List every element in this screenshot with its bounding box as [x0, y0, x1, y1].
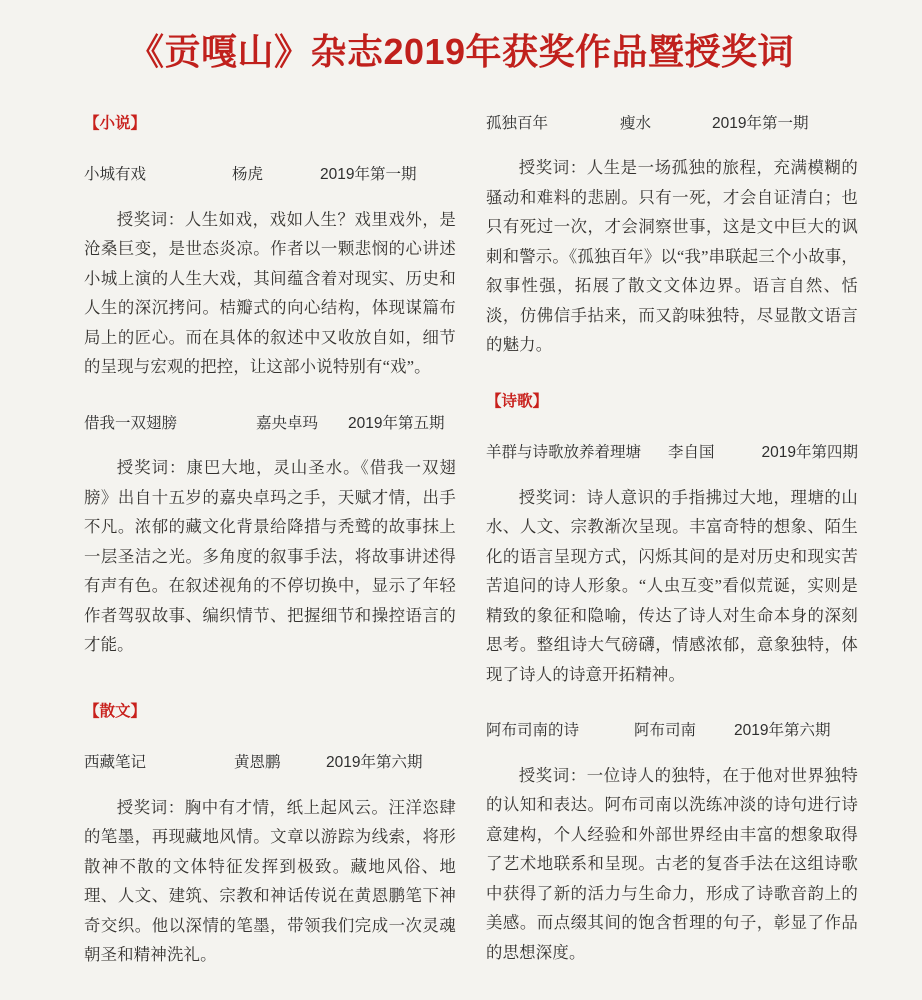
entry-heading-gudubainian — [486, 116, 858, 132]
section-label-poetry: 【诗歌】 — [486, 392, 549, 410]
entry-work-title: 西藏笔记 — [84, 754, 147, 772]
entry-issue: 2019年第一期 — [712, 114, 809, 132]
entry-issue: 2019年第四期 — [761, 444, 858, 462]
entry-work-title: 借我一双翅膀 — [84, 414, 178, 432]
entry-citation-xizangbiji: 授奖词：胸中有才情，纸上起风云。汪洋恣肆的笔墨，再现藏地风情。文章以游踪为线索，将形散神不散的文体特征发挥到极致。藏地风俗、地理、人文、建筑、宗教和神话传说在黄恩鹏笔下神奇交织。他以深情的笔墨，带领我们完成一次灵魂朝圣和精神洗礼。 — [84, 797, 456, 965]
entry-citation-gudubainian: 授奖词：人生是一场孤独的旅程，充满模糊的骚动和难料的悲剧。只有一死，才会自证清白；也只有死过一次，才会洞察世事，这是文中巨大的讽刺和警示。《孤独百年》以“我”串联起三个小故事，叙事性强，拓展了散文文体边界。语言自然、恬淡，仿佛信手拈来，而又韵味独特，尽显散文语言的魅力。 — [486, 158, 858, 355]
entry-heading-yangqunyushige — [486, 445, 858, 461]
two-column-body — [0, 116, 922, 1000]
entry-citation-jiewoyishuangchibang: 授奖词：康巴大地，灵山圣水。《借我一双翅膀》出自十五岁的嘉央卓玛之手，天赋才情，出手不凡。浓郁的藏文化背景给降措与秃鹫的故事抹上一层圣洁之光。多角度的叙事手法，将故事讲述得有声有色。在叙述视角的不停切换中，显示了年轻作者驾驭故事、编织情节、把握细节和操控语言的才能。 — [84, 458, 456, 655]
page-title: 《贡嘎山》杂志2019年获奖作品暨授奖词 — [127, 31, 795, 72]
entry-heading-xiaochengyouxi — [84, 167, 456, 183]
entry-issue: 2019年第一期 — [320, 166, 417, 184]
entry-author: 黄恩鹏 — [234, 754, 281, 772]
entry-author: 杨虎 — [232, 166, 264, 184]
entry-heading-xizangbiji — [84, 755, 456, 771]
entry-author: 阿布司南 — [634, 722, 697, 740]
entry-author: 李自国 — [668, 444, 715, 462]
entry-work-title: 阿布司南的诗 — [486, 722, 580, 740]
entry-heading-abusinandeshi — [486, 723, 858, 739]
entry-author: 瘦水 — [620, 114, 652, 132]
entry-issue: 2019年第五期 — [348, 414, 445, 432]
entry-work-title: 孤独百年 — [486, 114, 549, 132]
entry-heading-jiewoyishuangchibang — [84, 416, 456, 432]
entry-citation-abusinandeshi: 授奖词：一位诗人的独特，在于他对世界独特的认知和表达。阿布司南以洗练冲淡的诗句进行诗意建构，个人经验和外部世界经由丰富的想象取得了艺术地联系和呈现。古老的复沓手法在这组诗歌中获得了新的活力与生命力，形成了诗歌音韵上的美感。而点缀其间的饱含哲理的句子，彰显了作品的思想深度。 — [486, 765, 858, 962]
left-column — [84, 116, 456, 1000]
section-label-prose: 【散文】 — [84, 702, 147, 720]
entry-citation-xiaochengyouxi: 授奖词：人生如戏，戏如人生？戏里戏外，是沧桑巨变，是世态炎凉。作者以一颗悲悯的心讲述小城上演的人生大戏，其间蕴含着对现实、历史和人生的深沉拷问。桔瓣式的向心结构，体现谋篇布局上的匠心。而在具体的叙述中又收放自如，细节的呈现与宏观的把控，让这部小说特别有“戏”。 — [84, 209, 456, 377]
entry-author: 嘉央卓玛 — [256, 414, 319, 432]
section-label-fiction: 【小说】 — [84, 114, 147, 132]
entry-work-title: 羊群与诗歌放养着理塘 — [486, 444, 642, 462]
entry-citation-yangqunyushige: 授奖词：诗人意识的手指拂过大地，理塘的山水、人文、宗教渐次呈现。丰富奇特的想象、陌生化的语言呈现方式，闪烁其间的是对历史和现实苦苦追问的诗人形象。“人虫互变”看似荒诞，实则是精致的象征和隐喻，传达了诗人对生命本身的深刻思考。整组诗大气磅礴，情感浓郁，意象独特，体现了诗人的诗意开拓精神。 — [486, 487, 858, 684]
entry-issue: 2019年第六期 — [734, 722, 831, 740]
entry-issue: 2019年第六期 — [326, 754, 423, 772]
right-column — [486, 116, 858, 998]
entry-work-title: 小城有戏 — [84, 166, 147, 184]
